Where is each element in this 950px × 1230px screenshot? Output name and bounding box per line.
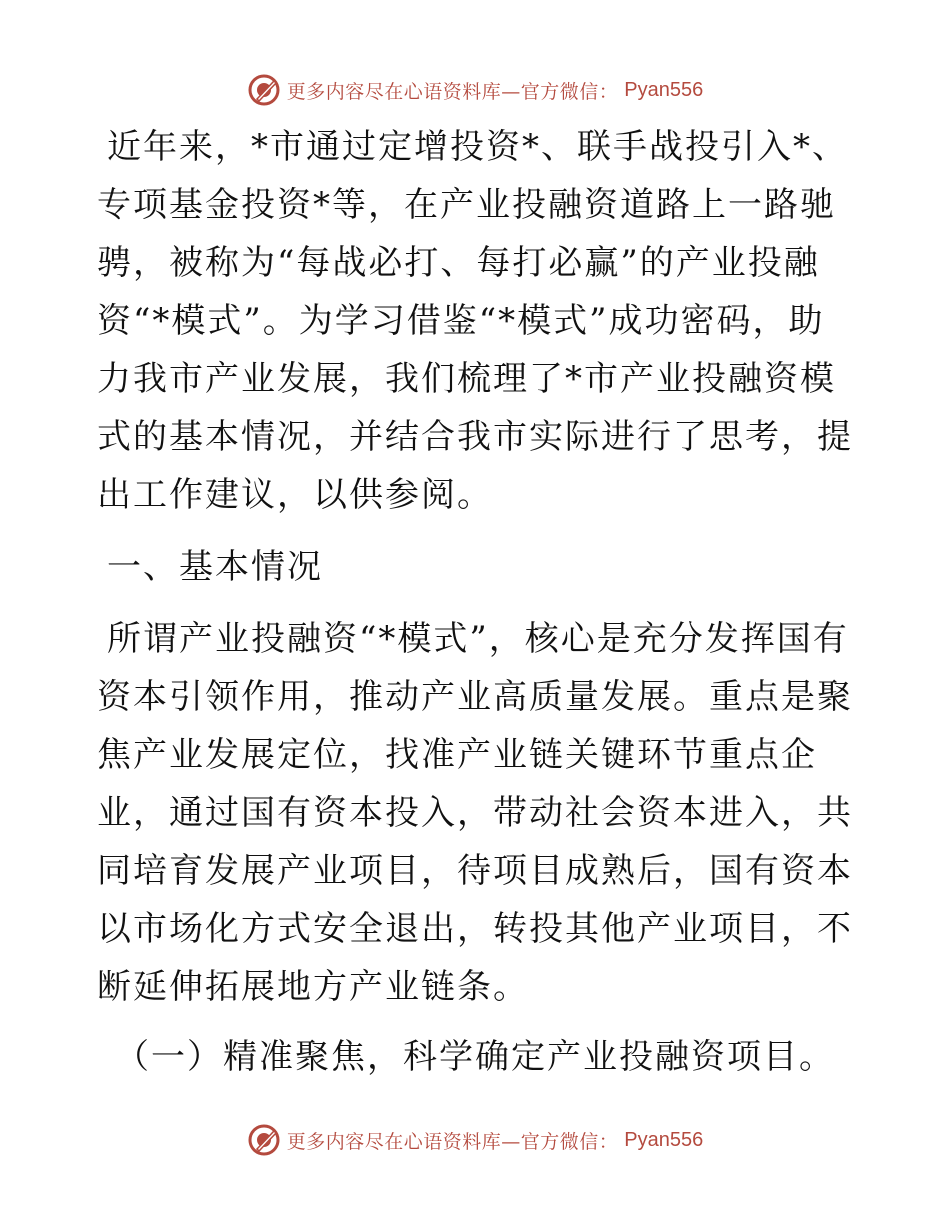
watermark-id: Pyan556 [624,1128,704,1151]
watermark-id: Pyan556 [624,78,704,101]
paragraph-basic-situation: 所谓产业投融资“*模式”，核心是充分发挥国有资本引领作用，推动产业高质量发展。重点是聚焦产业发展定位，找准产业链关键环节重点企业，通过国有资本投入，带动社会资本进入，共同培育发展产业项目，待项目成熟后，国有资本以市场化方式安全退出，转投其他产业项目，不断延伸拓展地方产业链条。 [97,619,853,1007]
section-heading: 一、基本情况 [107,547,323,587]
watermark-text: 更多内容尽在心语资料库—官方微信： [286,1130,619,1153]
paragraph-intro: 近年来，*市通过定增投资*、联手战投引入*、专项基金投资*等，在产业投融资道路上一路驰骋，被称为“每战必打、每打必赢”的产业投融资“*模式”。为学习借鉴“*模式”成功密码，助力我市产业发展，我们梳理了*市产业投融资模式的基本情况，并结合我市实际进行了思考，提出工作建议，以供参阅。 [97,127,853,515]
watermark-text: 更多内容尽在心语资料库—官方微信： [286,80,619,103]
subsection-heading: （一）精准聚焦，科学确定产业投融资项目。 [115,1037,835,1077]
logo-icon [247,1123,281,1157]
watermark-banner-top [0,70,950,110]
watermark-banner-bottom [0,1120,950,1160]
document-body [97,118,857,1086]
logo-icon [247,73,281,107]
